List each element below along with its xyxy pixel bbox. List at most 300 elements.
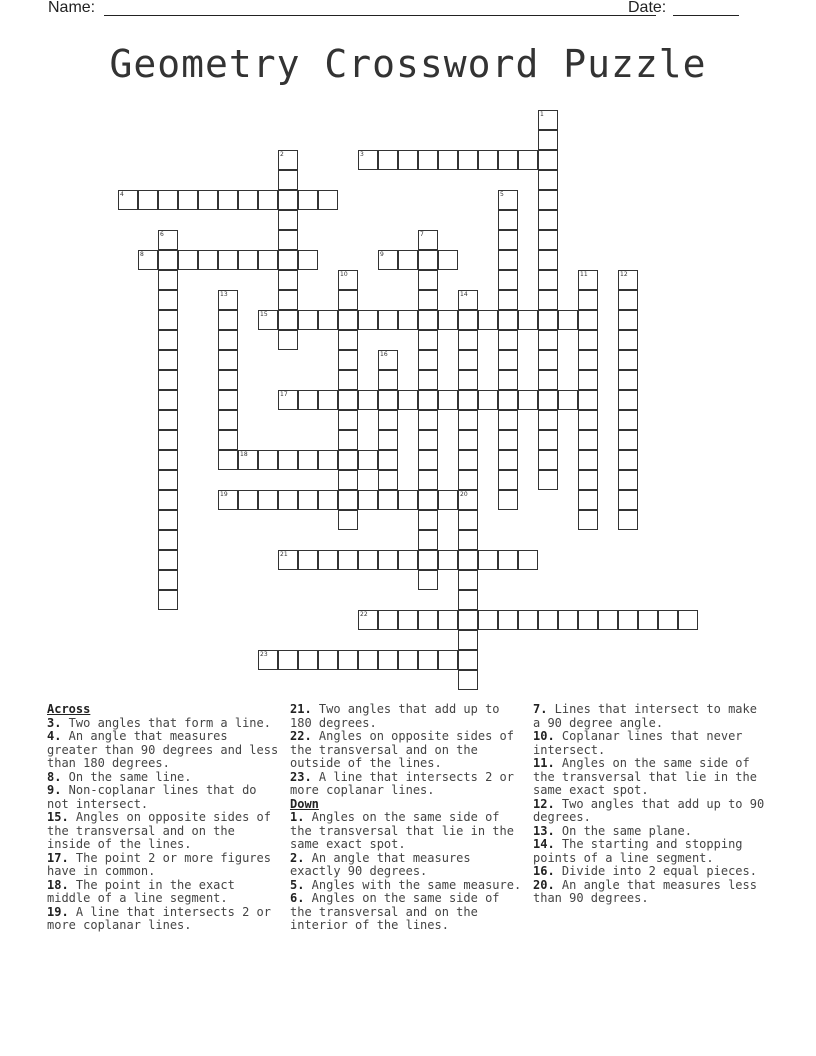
across-clue [47,730,285,771]
grid-cell[interactable] [298,250,318,270]
grid-cell[interactable] [578,290,598,310]
grid-cell[interactable] [278,230,298,250]
grid-cell[interactable] [278,330,298,350]
grid-cell[interactable] [338,350,358,370]
grid-cell[interactable] [498,610,518,630]
grid-cell[interactable] [538,150,558,170]
grid-cell[interactable] [438,650,458,670]
grid-cell[interactable] [618,330,638,350]
grid-cell[interactable] [618,470,638,490]
clue-text: Two angles that form a line. [61,715,271,730]
clue-label: 9. [47,783,62,797]
grid-cell[interactable] [458,630,478,650]
grid-cell[interactable] [498,210,518,230]
grid-cell[interactable] [358,610,378,630]
grid-cell[interactable] [378,150,398,170]
grid-cell[interactable] [578,390,598,410]
grid-cell[interactable] [638,610,658,630]
grid-cell[interactable] [578,510,598,530]
grid-cell[interactable] [258,250,278,270]
grid-cell[interactable] [318,650,338,670]
grid-cell[interactable] [158,450,178,470]
grid-cell[interactable] [458,470,478,490]
clue-label: 13. [533,823,555,838]
grid-cell[interactable] [578,450,598,470]
grid-cell[interactable] [498,190,518,210]
grid-cell[interactable] [158,350,178,370]
grid-cell[interactable] [278,210,298,230]
grid-cell[interactable] [458,490,478,510]
grid-cell[interactable] [458,310,478,330]
grid-cell[interactable] [538,470,558,490]
grid-cell[interactable] [578,310,598,330]
grid-cell[interactable] [418,150,438,170]
grid-cell[interactable] [258,490,278,510]
grid-cell[interactable] [418,470,438,490]
grid-cell[interactable] [618,490,638,510]
grid-cell[interactable] [418,390,438,410]
grid-cell[interactable] [218,390,238,410]
grid-cell[interactable] [398,150,418,170]
grid-cell[interactable] [418,650,438,670]
grid-cell[interactable] [358,650,378,670]
grid-cell[interactable] [398,310,418,330]
grid-cell[interactable] [138,190,158,210]
grid-cell[interactable] [538,270,558,290]
grid-cell[interactable] [338,390,358,410]
grid-cell[interactable] [538,430,558,450]
grid-cell[interactable] [458,590,478,610]
grid-cell[interactable] [578,610,598,630]
grid-cell[interactable] [118,190,138,210]
clue-text: Angles on opposite sides of the transversal and on the inside of the lines. [47,810,271,851]
grid-cell[interactable] [158,530,178,550]
grid-cell[interactable] [458,670,478,690]
grid-cell[interactable] [458,550,478,570]
grid-cell[interactable] [158,290,178,310]
grid-cell[interactable] [338,370,358,390]
grid-cell[interactable] [378,390,398,410]
clue-number: 21 [280,551,288,558]
grid-cell[interactable] [218,450,238,470]
across-clue [47,784,285,811]
grid-cell[interactable] [578,470,598,490]
grid-cell[interactable] [338,550,358,570]
grid-cell[interactable] [558,310,578,330]
grid-cell[interactable] [258,650,278,670]
grid-cell[interactable] [378,450,398,470]
clue-text: An angle that measures greater than 90 degrees and less than 180 degrees. [47,729,279,770]
grid-cell[interactable] [278,170,298,190]
grid-cell[interactable] [578,370,598,390]
grid-cell[interactable] [218,430,238,450]
grid-cell[interactable] [418,350,438,370]
grid-cell[interactable] [458,150,478,170]
grid-cell[interactable] [398,250,418,270]
grid-cell[interactable] [538,230,558,250]
grid-cell[interactable] [498,230,518,250]
grid-cell[interactable] [498,410,518,430]
grid-cell[interactable] [438,250,458,270]
clue-number: 1 [540,111,544,118]
grid-cell[interactable] [538,250,558,270]
grid-cell[interactable] [178,190,198,210]
grid-cell[interactable] [158,370,178,390]
grid-cell[interactable] [238,190,258,210]
grid-cell[interactable] [198,250,218,270]
grid-cell[interactable] [158,510,178,530]
grid-cell[interactable] [278,290,298,310]
grid-cell[interactable] [618,410,638,430]
grid-cell[interactable] [378,310,398,330]
grid-cell[interactable] [298,650,318,670]
grid-cell[interactable] [558,610,578,630]
grid-cell[interactable] [278,390,298,410]
grid-cell[interactable] [538,370,558,390]
grid-cell[interactable] [338,470,358,490]
grid-cell[interactable] [278,310,298,330]
grid-cell[interactable] [338,290,358,310]
grid-cell[interactable] [418,430,438,450]
grid-cell[interactable] [218,250,238,270]
grid-cell[interactable] [178,250,198,270]
grid-cell[interactable] [338,410,358,430]
grid-cell[interactable] [158,190,178,210]
grid-cell[interactable] [498,450,518,470]
grid-cell[interactable] [498,550,518,570]
grid-cell[interactable] [578,270,598,290]
grid-cell[interactable] [538,190,558,210]
grid-cell[interactable] [538,170,558,190]
grid-cell[interactable] [378,650,398,670]
grid-cell[interactable] [338,650,358,670]
grid-cell[interactable] [218,370,238,390]
grid-cell[interactable] [218,410,238,430]
grid-cell[interactable] [298,190,318,210]
grid-cell[interactable] [478,610,498,630]
down-clue [290,811,528,852]
grid-cell[interactable] [498,430,518,450]
grid-cell[interactable] [398,610,418,630]
clue-number: 23 [260,651,268,658]
grid-cell[interactable] [158,470,178,490]
grid-cell[interactable] [598,610,618,630]
grid-cell[interactable] [458,290,478,310]
grid-cell[interactable] [618,290,638,310]
grid-cell[interactable] [558,390,578,410]
grid-cell[interactable] [378,610,398,630]
clue-label: 15. [47,810,69,824]
grid-cell[interactable] [458,330,478,350]
grid-cell[interactable] [438,310,458,330]
grid-cell[interactable] [418,490,438,510]
grid-cell[interactable] [418,570,438,590]
clue-label: 21. [290,702,312,716]
grid-cell[interactable] [278,450,298,470]
grid-cell[interactable] [438,550,458,570]
grid-cell[interactable] [378,470,398,490]
grid-cell[interactable] [418,290,438,310]
grid-cell[interactable] [158,230,178,250]
grid-cell[interactable] [338,330,358,350]
grid-cell[interactable] [378,550,398,570]
grid-cell[interactable] [298,450,318,470]
grid-cell[interactable] [498,350,518,370]
grid-cell[interactable] [358,150,378,170]
grid-cell[interactable] [458,430,478,450]
grid-cell[interactable] [418,370,438,390]
grid-cell[interactable] [238,250,258,270]
grid-cell[interactable] [498,250,518,270]
grid-cell[interactable] [158,410,178,430]
grid-cell[interactable] [498,310,518,330]
grid-cell[interactable] [458,390,478,410]
clue-text: Angles with the same measure. [304,877,522,892]
clue-text: Two angles that add up to 180 degrees. [290,702,500,730]
grid-cell[interactable] [498,290,518,310]
grid-cell[interactable] [238,490,258,510]
across-clue [290,703,528,730]
clue-number: 3 [360,151,364,158]
grid-cell[interactable] [498,390,518,410]
grid-cell[interactable] [478,150,498,170]
clue-text: An angle that measures exactly 90 degrees. [290,850,471,878]
clue-text: Angles on the same side of the transversal that lie in the same exact spot. [290,810,514,851]
grid-cell[interactable] [378,490,398,510]
grid-cell[interactable] [158,270,178,290]
across-clue [47,717,285,731]
grid-cell[interactable] [538,130,558,150]
clue-label: 7. [533,702,548,716]
grid-cell[interactable] [218,490,238,510]
grid-cell[interactable] [398,390,418,410]
grid-cell[interactable] [498,330,518,350]
grid-cell[interactable] [338,270,358,290]
grid-cell[interactable] [418,250,438,270]
grid-cell[interactable] [358,310,378,330]
grid-cell[interactable] [458,510,478,530]
clue-number: 5 [500,191,504,198]
grid-cell[interactable] [158,550,178,570]
grid-cell[interactable] [418,450,438,470]
grid-cell[interactable] [418,310,438,330]
grid-cell[interactable] [578,490,598,510]
grid-cell[interactable] [578,330,598,350]
grid-cell[interactable] [538,290,558,310]
grid-cell[interactable] [518,390,538,410]
grid-cell[interactable] [358,450,378,470]
grid-cell[interactable] [278,550,298,570]
down-clue [533,703,771,730]
grid-cell[interactable] [578,430,598,450]
across-clue [290,730,528,771]
grid-cell[interactable] [298,390,318,410]
grid-cell[interactable] [318,450,338,470]
grid-cell[interactable] [418,270,438,290]
grid-cell[interactable] [458,650,478,670]
grid-cell[interactable] [518,610,538,630]
grid-cell[interactable] [298,310,318,330]
grid-cell[interactable] [418,230,438,250]
grid-cell[interactable] [218,190,238,210]
grid-cell[interactable] [418,550,438,570]
across-clue [47,771,285,785]
grid-cell[interactable] [618,430,638,450]
grid-cell[interactable] [378,250,398,270]
grid-cell[interactable] [518,550,538,570]
grid-cell[interactable] [158,490,178,510]
grid-cell[interactable] [218,310,238,330]
grid-cell[interactable] [538,410,558,430]
grid-cell[interactable] [398,490,418,510]
grid-cell[interactable] [438,610,458,630]
grid-cell[interactable] [158,330,178,350]
grid-cell[interactable] [618,450,638,470]
grid-cell[interactable] [618,510,638,530]
grid-cell[interactable] [278,270,298,290]
grid-cell[interactable] [398,550,418,570]
clue-label: 20. [533,877,555,892]
grid-cell[interactable] [158,310,178,330]
grid-cell[interactable] [238,450,258,470]
grid-cell[interactable] [158,250,178,270]
grid-cell[interactable] [618,370,638,390]
grid-cell[interactable] [538,390,558,410]
grid-cell[interactable] [478,310,498,330]
grid-cell[interactable] [358,390,378,410]
grid-cell[interactable] [618,350,638,370]
clue-column-3 [533,703,771,906]
grid-cell[interactable] [158,430,178,450]
grid-cell[interactable] [578,350,598,370]
grid-cell[interactable] [198,190,218,210]
grid-cell[interactable] [418,410,438,430]
clue-column-2 [290,703,528,933]
grid-cell[interactable] [278,650,298,670]
down-clue [290,879,528,893]
grid-cell[interactable] [158,390,178,410]
grid-cell[interactable] [478,390,498,410]
grid-cell[interactable] [518,310,538,330]
grid-cell[interactable] [498,150,518,170]
grid-cell[interactable] [258,310,278,330]
grid-cell[interactable] [378,350,398,370]
clue-label: 17. [47,850,69,865]
grid-cell[interactable] [158,590,178,610]
grid-cell[interactable] [258,190,278,210]
grid-cell[interactable] [538,450,558,470]
grid-cell[interactable] [538,610,558,630]
clue-text: Two angles that add up to 90 degrees. [533,796,765,824]
clue-number: 4 [120,191,124,198]
grid-cell[interactable] [378,410,398,430]
grid-cell[interactable] [458,350,478,370]
grid-cell[interactable] [538,110,558,130]
grid-cell[interactable] [618,390,638,410]
grid-cell[interactable] [218,350,238,370]
grid-cell[interactable] [378,370,398,390]
across-heading: Across [47,702,91,716]
grid-cell[interactable] [298,490,318,510]
grid-cell[interactable] [318,310,338,330]
clue-number: 6 [160,231,164,238]
grid-cell[interactable] [358,550,378,570]
grid-cell[interactable] [498,490,518,510]
grid-cell[interactable] [338,430,358,450]
clue-text: The point 2 or more figures have in common. [47,850,271,878]
grid-cell[interactable] [338,450,358,470]
grid-cell[interactable] [618,610,638,630]
down-clue [533,730,771,757]
grid-cell[interactable] [538,210,558,230]
grid-cell[interactable] [458,570,478,590]
across-clue [290,771,528,798]
grid-cell[interactable] [278,250,298,270]
grid-cell[interactable] [338,310,358,330]
grid-cell[interactable] [458,530,478,550]
grid-cell[interactable] [318,490,338,510]
grid-cell[interactable] [438,390,458,410]
down-clue [533,838,771,865]
grid-cell[interactable] [378,430,398,450]
grid-cell[interactable] [278,150,298,170]
grid-cell[interactable] [418,510,438,530]
grid-cell[interactable] [658,610,678,630]
grid-cell[interactable] [478,550,498,570]
grid-cell[interactable] [258,450,278,470]
grid-cell[interactable] [158,570,178,590]
grid-cell[interactable] [138,250,158,270]
grid-cell[interactable] [498,370,518,390]
grid-cell[interactable] [338,490,358,510]
grid-cell[interactable] [458,450,478,470]
grid-cell[interactable] [458,610,478,630]
clue-number: 2 [280,151,284,158]
grid-cell[interactable] [418,330,438,350]
grid-cell[interactable] [438,490,458,510]
grid-cell[interactable] [498,270,518,290]
down-clue [533,798,771,825]
grid-cell[interactable] [318,390,338,410]
grid-cell[interactable] [418,530,438,550]
grid-cell[interactable] [678,610,698,630]
grid-cell[interactable] [398,650,418,670]
grid-cell[interactable] [578,410,598,430]
grid-cell[interactable] [618,270,638,290]
grid-cell[interactable] [338,510,358,530]
grid-cell[interactable] [278,490,298,510]
grid-cell[interactable] [458,370,478,390]
grid-cell[interactable] [538,310,558,330]
grid-cell[interactable] [418,610,438,630]
grid-cell[interactable] [278,190,298,210]
across-clue [47,852,285,879]
grid-cell[interactable] [218,290,238,310]
grid-cell[interactable] [438,150,458,170]
puzzle-title: Geometry Crossword Puzzle [109,42,707,86]
grid-cell[interactable] [518,150,538,170]
grid-cell[interactable] [618,310,638,330]
grid-cell[interactable] [318,190,338,210]
grid-cell[interactable] [498,470,518,490]
grid-cell[interactable] [358,490,378,510]
grid-cell[interactable] [318,550,338,570]
grid-cell[interactable] [218,330,238,350]
grid-cell[interactable] [458,410,478,430]
grid-cell[interactable] [298,550,318,570]
grid-cell[interactable] [538,330,558,350]
grid-cell[interactable] [538,350,558,370]
